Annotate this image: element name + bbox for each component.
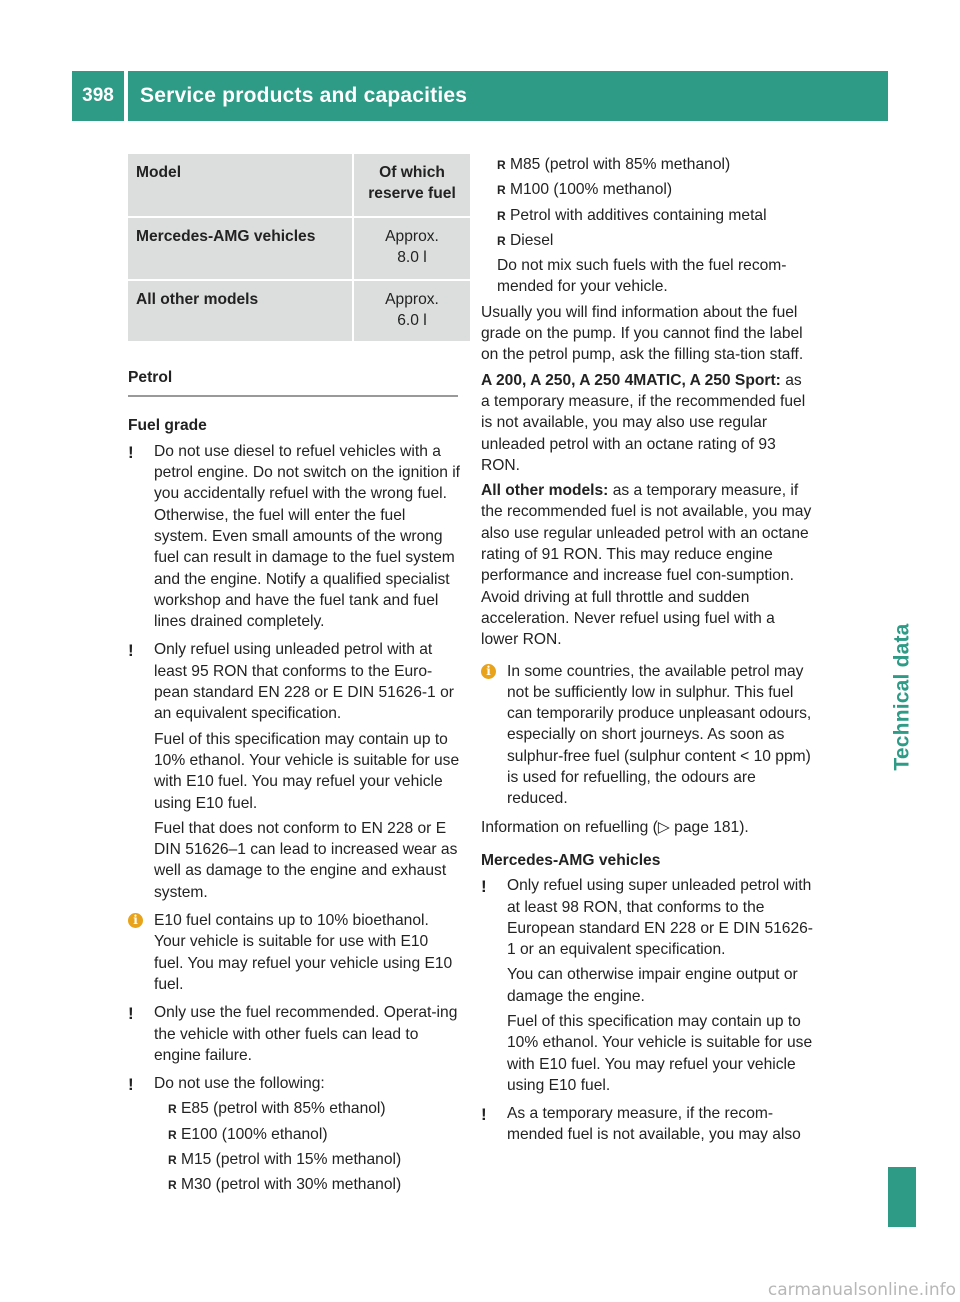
warning-icon: ! — [481, 877, 487, 897]
forbidden-fuel-list-continued — [497, 154, 813, 251]
list-item: R E100 (100% ethanol) — [168, 1124, 460, 1145]
list-item: R M100 (100% methanol) — [497, 179, 813, 200]
model-list-label: A 200, A 250, A 250 4MATIC, A 250 Sport: — [481, 371, 781, 389]
page-number: 398 — [72, 71, 124, 121]
warning-text: You can otherwise impair engine output or damage the engine. — [507, 966, 798, 1005]
model-list-label: All other models: — [481, 482, 609, 500]
paragraph-pump-label: Usually you will find information about the fuel grade on the pump. If you cannot find the label on the petrol pump, ask the filling sta-tion staff. — [481, 303, 804, 364]
paragraph-a-models — [481, 370, 813, 476]
page-header — [72, 71, 888, 121]
warning-icon: ! — [128, 641, 134, 661]
warning-text: Only refuel using unleaded petrol with at least 95 RON that conforms to the Euro-pean standard EN 228 or E DIN 51626-1 or an equivalent specification. — [154, 641, 454, 723]
side-tab-marker — [888, 1167, 916, 1227]
warning-text: Fuel that does not conform to EN 228 or E DIN 51626–1 can lead to increased wear as well as damage to the engine and exhaust system. — [154, 819, 458, 901]
reserve-line1: Approx. — [385, 228, 439, 245]
warning-text: Only use the fuel recommended. Operat-ing the vehicle with other fuels can lead to engine failure. — [154, 1004, 458, 1064]
warning-text: As a temporary measure, if the recom-mended fuel is not available, you may also — [507, 1105, 801, 1144]
sub-heading-fuel-grade: Fuel grade — [128, 417, 207, 435]
table-cell-model: All other models — [128, 281, 352, 342]
info-icon: i — [481, 664, 496, 679]
table-row — [128, 281, 470, 342]
list-item: R M15 (petrol with 15% methanol) — [168, 1149, 460, 1170]
list-item: R M30 (petrol with 30% methanol) — [168, 1174, 460, 1195]
table-header-model: Model — [128, 154, 352, 216]
section-heading-petrol: Petrol — [128, 367, 458, 397]
page-reference-link[interactable]: page 181 — [674, 818, 740, 836]
warning-continuation — [481, 154, 813, 298]
reserve-fuel-table — [128, 154, 470, 341]
paragraph-text: as a temporary measure, if the recommended fuel is not available, you may also use regular unleaded petrol with an octane rating of 91 RON. This may reduce engine performance and increase fuel con-sumption. Avoid driving at full throttle and sudden acceleration. Never refuel using fuel with a lower RON. — [481, 482, 812, 649]
warning-text: Fuel of this specification may contain up to 10% ethanol. Your vehicle is suitable for use with E10 fuel. You may refuel your vehicle using E10 fuel. — [154, 730, 460, 812]
table-cell-model: Mercedes-AMG vehicles — [128, 218, 352, 279]
right-column — [481, 154, 813, 1153]
warning-note — [128, 639, 460, 903]
table-header-reserve: Of which reserve fuel — [352, 154, 470, 216]
warning-note — [128, 441, 460, 633]
paragraph-other-models — [481, 480, 813, 650]
warning-note — [481, 875, 813, 1096]
paragraph-text: as a temporary measure, if the recommended fuel is not available, you may also use regular unleaded petrol with an octane rating of 93 RON. — [481, 371, 806, 474]
warning-icon: ! — [128, 1004, 134, 1024]
section-side-tab — [890, 588, 915, 805]
page-title: Service products and capacities — [128, 71, 888, 121]
warning-icon: ! — [481, 1105, 487, 1125]
warning-note — [481, 1103, 813, 1146]
warning-text: Fuel of this specification may contain up to 10% ethanol. Your vehicle is suitable for use with E10 fuel. You may refuel your vehicle using E10 fuel. — [507, 1012, 813, 1094]
warning-text: Do not mix such fuels with the fuel recom-mended for your vehicle. — [497, 257, 787, 296]
info-text: E10 fuel contains up to 10% bioethanol. Your vehicle is suitable for use with E10 fuel. You may refuel your vehicle using E10 fuel. — [154, 912, 453, 993]
sub-heading-amg: Mercedes-AMG vehicles — [481, 851, 661, 869]
list-item: R E85 (petrol with 85% ethanol) — [168, 1098, 460, 1119]
warning-icon: ! — [128, 442, 134, 462]
list-item: R Petrol with additives containing metal — [497, 205, 813, 226]
list-item: R Diesel — [497, 230, 813, 251]
table-header-row — [128, 154, 470, 216]
warning-text: Do not use diesel to refuel vehicles with a petrol engine. Do not switch on the ignition if you accidentally refuel with the wrong fuel. Otherwise, the fuel will enter the fuel system. Even small amounts of the wrong fuel can result in damage to the fuel system and the engine. Notify a qualified specialist workshop and have the fuel tank and fuel lines drained completely. — [154, 442, 460, 631]
info-note — [481, 661, 813, 810]
table-cell-reserve — [352, 281, 470, 342]
info-note — [128, 910, 460, 995]
warning-icon: ! — [128, 1075, 134, 1095]
watermark: carmanualsonline.info — [767, 1280, 956, 1300]
forbidden-fuel-list — [154, 1098, 460, 1195]
warning-text: Do not use the following: — [154, 1075, 325, 1093]
side-tab-label: Technical data — [890, 622, 914, 771]
warning-text: Only refuel using super unleaded petrol with at least 98 RON, that conforms to the European standard EN 228 or E DIN 51626-1 or an equivalent specification. — [507, 877, 813, 959]
reserve-line1: Approx. — [385, 290, 439, 308]
reserve-line2: 6.0 l — [397, 311, 427, 329]
table-row — [128, 218, 470, 279]
left-column — [116, 154, 460, 1203]
info-text: In some countries, the available petrol may not be sufficiently low in sulphur. This fuel can temporarily produce unpleasant odours, especially on short journeys. As soon as sulphur-free fuel (sulphur content < 10 ppm) is used for refuelling, the odours are reduced. — [507, 662, 812, 808]
list-item: R M85 (petrol with 85% methanol) — [497, 154, 813, 175]
warning-note — [128, 1073, 460, 1195]
paragraph-refuelling-reference: Information on refuelling (▷ page 181). — [481, 818, 749, 836]
page-reference-arrow-icon: ▷ — [657, 818, 670, 836]
reserve-line2: 8.0 l — [397, 249, 427, 267]
info-icon: i — [128, 913, 143, 928]
table-cell-reserve — [352, 218, 470, 279]
warning-note — [128, 1002, 460, 1066]
